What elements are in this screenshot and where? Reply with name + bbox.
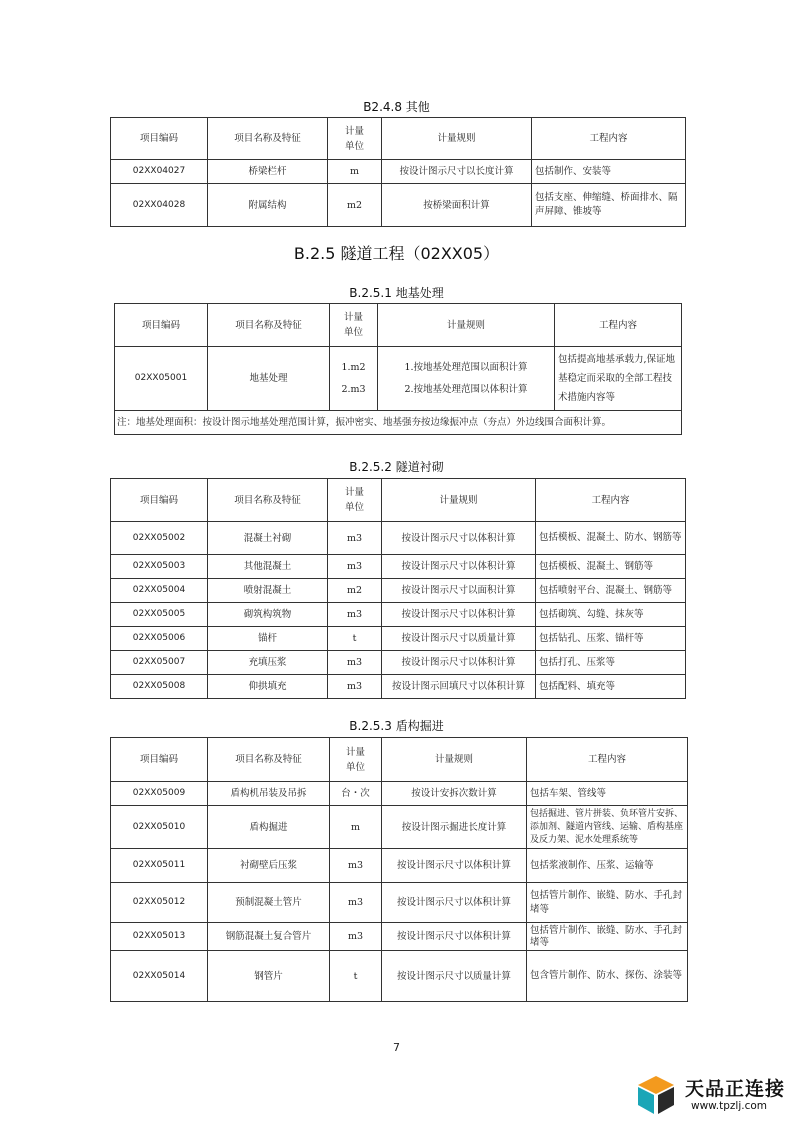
cell-rule: 按设计图示尺寸以质量计算	[382, 951, 527, 1002]
table-header-row	[111, 738, 688, 782]
table-row	[111, 883, 688, 923]
cell-name: 混凝土衬砌	[208, 522, 328, 555]
header-code: 项目编码	[111, 118, 208, 160]
cell-name: 盾构掘进	[208, 806, 330, 849]
cube-logo-icon	[635, 1074, 677, 1116]
cell-work: 包括管片制作、嵌缝、防水、手孔封堵等	[527, 923, 688, 951]
table-row	[111, 184, 686, 227]
cell-code: 02XX04028	[111, 184, 208, 227]
cell-name: 仰拱填充	[208, 675, 328, 699]
cell-name: 桥梁栏杆	[208, 160, 328, 184]
cell-name: 预制混凝土管片	[208, 883, 330, 923]
table-note-row	[115, 411, 682, 435]
cell-work: 包括打孔、压浆等	[536, 651, 686, 675]
cell-work: 包括管片制作、嵌缝、防水、手孔封堵等	[527, 883, 688, 923]
cell-unit: m3	[328, 555, 382, 579]
cell-work: 包含管片制作、防水、探伤、涂装等	[527, 951, 688, 1002]
header-unit: 计量 单位	[330, 304, 378, 347]
brand-logo[interactable]	[635, 1072, 785, 1118]
cell-code: 02XX05011	[111, 849, 208, 883]
header-rule: 计量规则	[378, 304, 555, 347]
cell-work: 包括支座、伸缩缝、桥面排水、隔声屏障、锥坡等	[532, 184, 686, 227]
cell-rule: 按桥梁面积计算	[382, 184, 532, 227]
section-title-b252: B.2.5.2 隧道衬砌	[349, 460, 444, 474]
cell-work: 包括喷射平台、混凝土、钢筋等	[536, 579, 686, 603]
cell-work: 包括模板、混凝土、钢筋等	[536, 555, 686, 579]
cell-unit: m2	[328, 184, 382, 227]
table-header-row	[111, 479, 686, 522]
table-row	[111, 579, 686, 603]
page-number: 7	[393, 1041, 400, 1054]
header-work: 工程内容	[555, 304, 682, 347]
logo-text: 天品正连接	[685, 1078, 786, 1100]
cell-name: 附属结构	[208, 184, 328, 227]
cell-work: 包括砌筑、勾缝、抹灰等	[536, 603, 686, 627]
cell-code: 02XX05012	[111, 883, 208, 923]
table-row	[111, 651, 686, 675]
cell-code: 02XX05004	[111, 579, 208, 603]
cell-unit: t	[330, 951, 382, 1002]
cell-code: 02XX05008	[111, 675, 208, 699]
table-header-row	[111, 118, 686, 160]
cell-rule: 按设计图示尺寸以体积计算	[382, 603, 536, 627]
cell-unit: m3	[328, 522, 382, 555]
cell-work: 包括模板、混凝土、防水、钢筋等	[536, 522, 686, 555]
cell-name: 其他混凝土	[208, 555, 328, 579]
cell-work: 包括钻孔、压浆、锚杆等	[536, 627, 686, 651]
cell-unit: 台・次	[330, 782, 382, 806]
cell-name: 地基处理	[208, 347, 330, 411]
table-row	[111, 782, 688, 806]
cell-unit: m3	[328, 603, 382, 627]
cell-work: 包括掘进、管片拼装、负环管片安拆、添加剂、隧道内管线、运输、盾构基座及反力架、泥水处理系统等	[527, 806, 688, 849]
cell-rule: 按设计图示尺寸以体积计算	[382, 923, 527, 951]
header-rule: 计量规则	[382, 738, 527, 782]
cell-name: 衬砌壁后压浆	[208, 849, 330, 883]
table-row	[111, 951, 688, 1002]
header-name: 项目名称及特征	[208, 118, 328, 160]
cell-unit: 1.m2 2.m3	[330, 347, 378, 411]
table-row	[111, 160, 686, 184]
cell-code: 02XX05006	[111, 627, 208, 651]
cell-rule: 按设计图示尺寸以质量计算	[382, 627, 536, 651]
header-name: 项目名称及特征	[208, 304, 330, 347]
table-b251	[114, 303, 682, 435]
cell-unit: m3	[328, 651, 382, 675]
header-unit: 计量 单位	[328, 479, 382, 522]
table-row	[115, 347, 682, 411]
table-row	[111, 603, 686, 627]
table-row	[111, 849, 688, 883]
cell-rule: 按设计图示尺寸以面积计算	[382, 579, 536, 603]
cell-code: 02XX05002	[111, 522, 208, 555]
section-title-b251: B.2.5.1 地基处理	[349, 286, 444, 300]
cell-rule: 1.按地基处理范围以面积计算 2.按地基处理范围以体积计算	[378, 347, 555, 411]
cell-rule: 按设计图示尺寸以体积计算	[382, 883, 527, 923]
cell-unit: t	[328, 627, 382, 651]
cell-unit: m3	[328, 675, 382, 699]
cell-work: 包括制作、安装等	[532, 160, 686, 184]
header-name: 项目名称及特征	[208, 479, 328, 522]
cell-code: 02XX05014	[111, 951, 208, 1002]
cell-unit: m3	[330, 923, 382, 951]
cell-code: 02XX05009	[111, 782, 208, 806]
header-code: 项目编码	[111, 479, 208, 522]
table-row	[111, 522, 686, 555]
cell-name: 充填压浆	[208, 651, 328, 675]
cell-code: 02XX05005	[111, 603, 208, 627]
cell-unit: m3	[330, 849, 382, 883]
table-header-row	[115, 304, 682, 347]
cell-name: 喷射混凝土	[208, 579, 328, 603]
cell-name: 钢管片	[208, 951, 330, 1002]
cell-code: 02XX05001	[115, 347, 208, 411]
header-rule: 计量规则	[382, 479, 536, 522]
cell-rule: 按设计图示掘进长度计算	[382, 806, 527, 849]
cell-rule: 按设计安拆次数计算	[382, 782, 527, 806]
cell-work: 包括浆液制作、压浆、运输等	[527, 849, 688, 883]
cell-code: 02XX05010	[111, 806, 208, 849]
cell-rule: 按设计图示尺寸以体积计算	[382, 849, 527, 883]
table-b248	[110, 117, 686, 227]
cell-rule: 按设计图示尺寸以体积计算	[382, 555, 536, 579]
cell-rule: 按设计图示尺寸以长度计算	[382, 160, 532, 184]
cell-name: 锚杆	[208, 627, 328, 651]
header-unit: 计量 单位	[328, 118, 382, 160]
cell-rule: 按设计图示回填尺寸以体积计算	[382, 675, 536, 699]
cell-rule: 按设计图示尺寸以体积计算	[382, 522, 536, 555]
header-unit: 计量 单位	[330, 738, 382, 782]
cell-work: 包括车架、管线等	[527, 782, 688, 806]
cell-unit: m2	[328, 579, 382, 603]
section-title-b248: B2.4.8 其他	[363, 100, 430, 114]
header-work: 工程内容	[527, 738, 688, 782]
table-b252	[110, 478, 686, 699]
cell-code: 02XX04027	[111, 160, 208, 184]
header-code: 项目编码	[111, 738, 208, 782]
cell-work: 包括配料、填充等	[536, 675, 686, 699]
cell-name: 钢筋混凝土复合管片	[208, 923, 330, 951]
cell-name: 盾构机吊装及吊拆	[208, 782, 330, 806]
header-rule: 计量规则	[382, 118, 532, 160]
chapter-title: B.2.5 隧道工程（02XX05）	[293, 244, 500, 263]
cell-rule: 按设计图示尺寸以体积计算	[382, 651, 536, 675]
header-work: 工程内容	[536, 479, 686, 522]
header-code: 项目编码	[115, 304, 208, 347]
table-row	[111, 627, 686, 651]
logo-url: www.tpzlj.com	[691, 1100, 768, 1112]
cell-code: 02XX05007	[111, 651, 208, 675]
header-name: 项目名称及特征	[208, 738, 330, 782]
cell-unit: m	[330, 806, 382, 849]
cell-work: 包括提高地基承载力,保证地基稳定而采取的全部工程技术措施内容等	[555, 347, 682, 411]
table-row	[111, 675, 686, 699]
cell-code: 02XX05013	[111, 923, 208, 951]
table-row	[111, 806, 688, 849]
cell-code: 02XX05003	[111, 555, 208, 579]
cell-name: 砌筑构筑物	[208, 603, 328, 627]
table-note: 注：地基处理面积：按设计图示地基处理范围计算，振冲密实、地基强夯按边缘振冲点（夯点）外边线围合面积计算。	[115, 411, 682, 435]
section-title-b253: B.2.5.3 盾构掘进	[349, 719, 444, 733]
header-work: 工程内容	[532, 118, 686, 160]
table-b253	[110, 737, 688, 1002]
table-row	[111, 555, 686, 579]
cell-unit: m	[328, 160, 382, 184]
table-row	[111, 923, 688, 951]
cell-unit: m3	[330, 883, 382, 923]
